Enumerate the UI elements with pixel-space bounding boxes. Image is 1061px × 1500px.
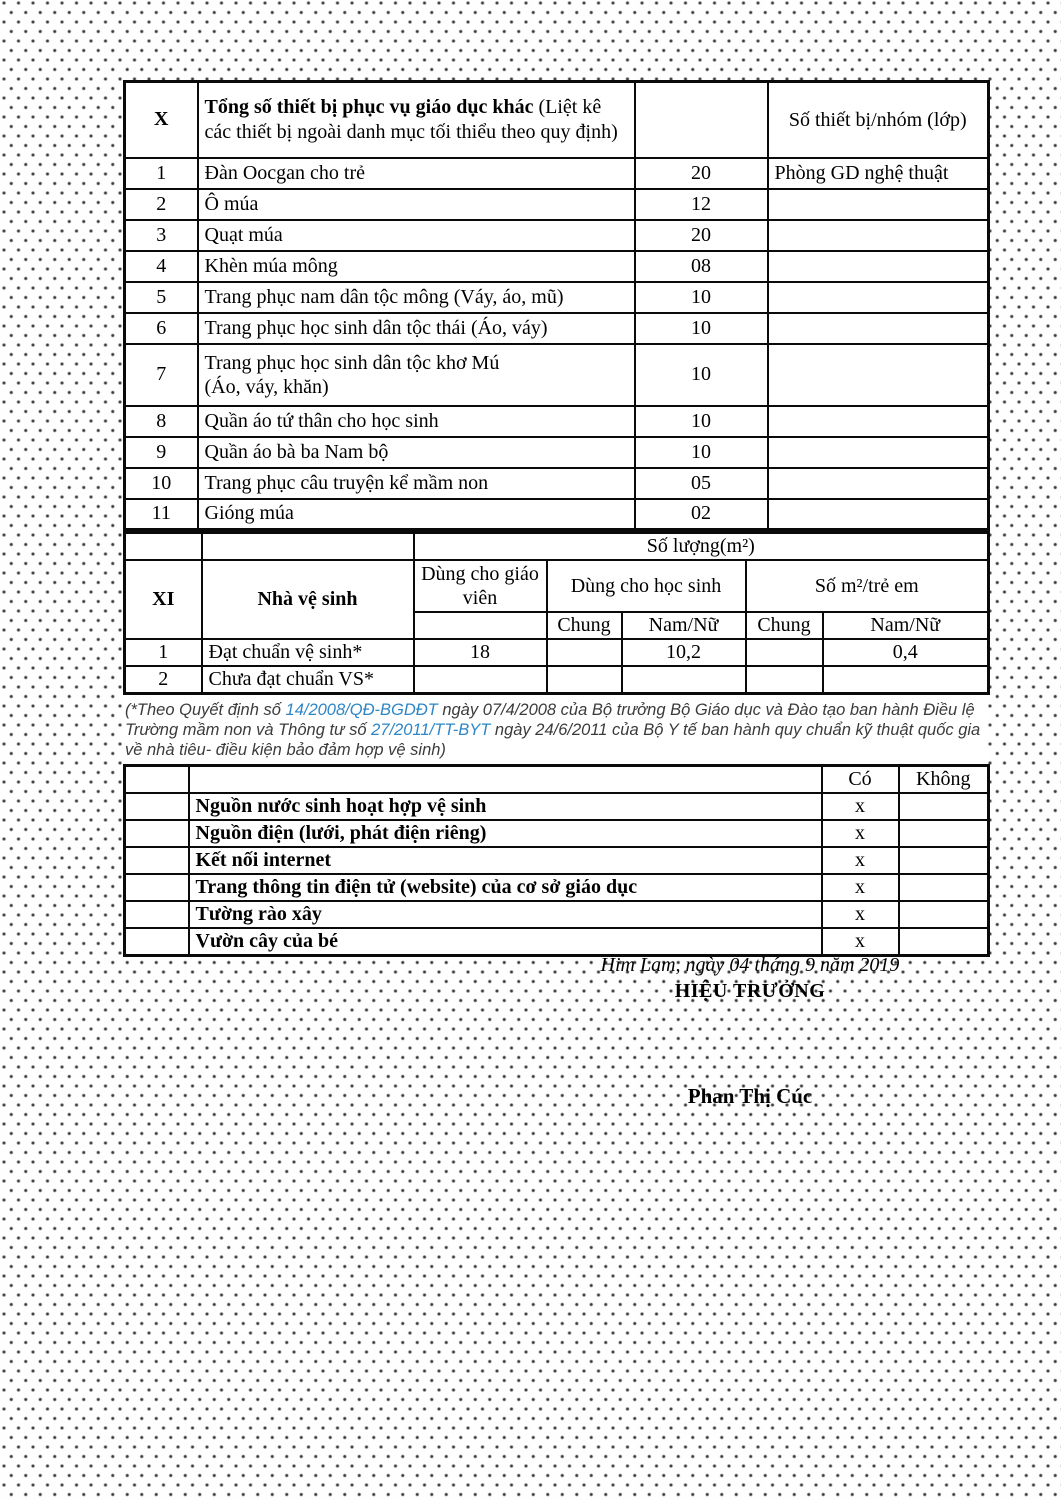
toilet-group-header-row bbox=[125, 560, 989, 612]
signer-title: HIỆU TRƯỞNG bbox=[674, 980, 826, 1002]
equipment-qty: 10 bbox=[635, 313, 768, 344]
table-row bbox=[125, 406, 989, 437]
equipment-qty: 10 bbox=[635, 437, 768, 468]
toilet-chung-hs-value bbox=[547, 639, 622, 666]
toilet-teacher-value bbox=[414, 666, 547, 694]
toilet-quantity-header-row bbox=[125, 533, 989, 561]
equipment-name bbox=[198, 437, 635, 468]
facility-name: Nguồn nước sinh hoạt hợp vệ sinh bbox=[189, 793, 822, 820]
equipment-name-text: Quần áo tứ thân cho học sinh bbox=[204, 409, 439, 432]
equipment-name-text: Khèn múa mông bbox=[204, 254, 338, 277]
facility-yes-mark: x bbox=[822, 793, 899, 820]
table-row bbox=[125, 313, 989, 344]
toilet-section-title: Nhà vệ sinh bbox=[202, 560, 414, 639]
equipment-no: 11 bbox=[125, 499, 198, 530]
document-sheet bbox=[123, 80, 987, 957]
equipment-name bbox=[198, 158, 635, 189]
toilet-section-no: XI bbox=[125, 560, 202, 639]
equipment-name-text: Trang phục học sinh dân tộc thái (Áo, váy) bbox=[204, 316, 548, 339]
table-row bbox=[125, 282, 989, 313]
equipment-no: 2 bbox=[125, 189, 198, 220]
facility-no bbox=[125, 820, 189, 847]
table-row bbox=[125, 251, 989, 282]
equipment-qty: 12 bbox=[635, 189, 768, 220]
facility-no bbox=[125, 901, 189, 928]
signature-block bbox=[520, 952, 980, 1109]
equipment-no: 7 bbox=[125, 344, 198, 406]
equipment-note bbox=[768, 313, 989, 344]
footnote-link-circular[interactable]: 27/2011/TT-BYT bbox=[371, 721, 491, 739]
facility-no bbox=[125, 793, 189, 820]
facility-yes-mark: x bbox=[822, 820, 899, 847]
facilities-header-empty-a bbox=[125, 766, 189, 794]
equipment-no: 6 bbox=[125, 313, 198, 344]
facilities-no-header: Không bbox=[899, 766, 989, 794]
toilet-per-child-header: Số m²/trẻ em bbox=[746, 560, 989, 612]
toilet-chung-tre-value bbox=[746, 666, 823, 694]
facility-name: Trang thông tin điện tử (website) của cơ sở giáo dục bbox=[189, 874, 822, 901]
toilet-name: Chưa đạt chuẩn VS* bbox=[202, 666, 414, 694]
facility-no-mark bbox=[899, 901, 989, 928]
equipment-name bbox=[198, 282, 635, 313]
toilet-no: 1 bbox=[125, 639, 202, 666]
equipment-name-text: Trang phục câu truyện kể mầm non bbox=[204, 471, 489, 494]
facility-name: Vườn cây của bé bbox=[189, 928, 822, 956]
equipment-header-title-bold: Tổng số thiết bị phục vụ giáo dục khác bbox=[204, 95, 534, 118]
facility-no-mark bbox=[899, 793, 989, 820]
toilet-namnu-tre-value bbox=[823, 666, 989, 694]
equipment-header-no: X bbox=[125, 82, 198, 158]
equipment-no: 1 bbox=[125, 158, 198, 189]
toilet-teacher-header: Dùng cho giáo viên bbox=[414, 560, 547, 612]
equipment-name bbox=[198, 499, 635, 530]
equipment-table bbox=[123, 80, 990, 531]
toilet-quantity-header: Số lượng(m²) bbox=[414, 533, 989, 561]
equipment-note bbox=[768, 282, 989, 313]
table-row bbox=[125, 499, 989, 530]
equipment-name-text: Quạt múa bbox=[204, 223, 283, 246]
facility-name: Tường rào xây bbox=[189, 901, 822, 928]
equipment-note bbox=[768, 437, 989, 468]
equipment-name-text: Đàn Oocgan cho trẻ bbox=[204, 161, 365, 184]
equipment-name-text: Trang phục học sinh dân tộc khơ Mú bbox=[204, 351, 500, 374]
equipment-no: 5 bbox=[125, 282, 198, 313]
equipment-note bbox=[768, 499, 989, 530]
toilet-corner-b bbox=[202, 533, 414, 561]
toilet-name: Đạt chuẩn vệ sinh* bbox=[202, 639, 414, 666]
toilet-sub-namnu-tre: Nam/Nữ bbox=[823, 612, 989, 639]
footnote-text-1: (*Theo Quyết định số bbox=[125, 701, 286, 719]
equipment-name bbox=[198, 189, 635, 220]
equipment-header-note: Số thiết bị/nhóm (lớp) bbox=[768, 82, 989, 158]
facility-name: Nguồn điện (lưới, phát điện riêng) bbox=[189, 820, 822, 847]
equipment-note bbox=[768, 220, 989, 251]
footnote-text-3: ngày 24/6/2011 của Bộ Y tế ban hành quy chuẩn kỹ thuật quốc gia về nhà tiêu- điều kiện bảo đảm hợp vệ sinh) bbox=[125, 721, 981, 759]
equipment-name-text: Gióng múa bbox=[204, 502, 294, 525]
facilities-header-row bbox=[125, 766, 989, 794]
facility-no bbox=[125, 847, 189, 874]
toilet-namnu-hs-value bbox=[622, 666, 746, 694]
facility-no-mark bbox=[899, 874, 989, 901]
facility-no-mark bbox=[899, 847, 989, 874]
equipment-qty: 10 bbox=[635, 344, 768, 406]
equipment-note bbox=[768, 406, 989, 437]
facility-yes-mark: x bbox=[822, 901, 899, 928]
facilities-table bbox=[123, 764, 990, 957]
facility-no-mark bbox=[899, 820, 989, 847]
equipment-note: Phòng GD nghệ thuật bbox=[768, 158, 989, 189]
equipment-name bbox=[198, 251, 635, 282]
equipment-no: 8 bbox=[125, 406, 198, 437]
facility-yes-mark: x bbox=[822, 847, 899, 874]
toilet-chung-hs-value bbox=[547, 666, 622, 694]
table-row bbox=[125, 220, 989, 251]
footnote bbox=[123, 695, 987, 764]
table-row bbox=[125, 901, 989, 928]
equipment-name bbox=[198, 313, 635, 344]
facilities-yes-header: Có bbox=[822, 766, 899, 794]
equipment-header-title-cell bbox=[198, 82, 635, 158]
equipment-no: 3 bbox=[125, 220, 198, 251]
equipment-name-text2: (Áo, váy, khăn) bbox=[204, 375, 329, 398]
toilet-table bbox=[123, 531, 990, 695]
toilet-sub-namnu-hs: Nam/Nữ bbox=[622, 612, 746, 639]
toilet-teacher-value: 18 bbox=[414, 639, 547, 666]
equipment-no: 10 bbox=[125, 468, 198, 499]
footnote-text-2: ngày 07/4/2008 của Bộ trưởng Bộ Giáo dục và Đào tạo ban hành Điều lệ Trường mầm non và Thông tư số bbox=[125, 701, 975, 739]
equipment-no: 9 bbox=[125, 437, 198, 468]
facility-yes-mark: x bbox=[822, 928, 899, 956]
toilet-teacher-sub-empty bbox=[414, 612, 547, 639]
table-row bbox=[125, 874, 989, 901]
equipment-name bbox=[198, 344, 635, 406]
equipment-note bbox=[768, 344, 989, 406]
toilet-namnu-tre-value: 0,4 bbox=[823, 639, 989, 666]
equipment-note bbox=[768, 189, 989, 220]
facility-no bbox=[125, 874, 189, 901]
equipment-note bbox=[768, 468, 989, 499]
table-row bbox=[125, 344, 989, 406]
equipment-name-text: Trang phục nam dân tộc mông (Váy, áo, mũ) bbox=[204, 285, 564, 308]
table-row bbox=[125, 820, 989, 847]
equipment-name bbox=[198, 406, 635, 437]
toilet-corner-a bbox=[125, 533, 202, 561]
equipment-name bbox=[198, 468, 635, 499]
equipment-name-text: Quần áo bà ba Nam bộ bbox=[204, 440, 389, 463]
toilet-sub-chung-hs: Chung bbox=[547, 612, 622, 639]
toilet-no: 2 bbox=[125, 666, 202, 694]
signature-date-line: Him Lam, ngày 04 tháng 9 năm 2019 bbox=[600, 954, 900, 976]
toilet-student-header: Dùng cho học sinh bbox=[547, 560, 746, 612]
equipment-note bbox=[768, 251, 989, 282]
equipment-qty: 20 bbox=[635, 220, 768, 251]
equipment-header-row bbox=[125, 82, 989, 158]
signer-name: Phan Thị Cúc bbox=[687, 1084, 813, 1108]
equipment-qty: 02 bbox=[635, 499, 768, 530]
table-row bbox=[125, 437, 989, 468]
facility-yes-mark: x bbox=[822, 874, 899, 901]
equipment-header-qty bbox=[635, 82, 768, 158]
table-row bbox=[125, 847, 989, 874]
equipment-name bbox=[198, 220, 635, 251]
equipment-qty: 10 bbox=[635, 406, 768, 437]
toilet-namnu-hs-value: 10,2 bbox=[622, 639, 746, 666]
equipment-qty: 05 bbox=[635, 468, 768, 499]
table-row bbox=[125, 158, 989, 189]
footnote-link-decision[interactable]: 14/2008/QĐ-BGDĐT bbox=[285, 701, 438, 719]
equipment-name-text: Ô múa bbox=[204, 192, 259, 215]
equipment-qty: 10 bbox=[635, 282, 768, 313]
toilet-chung-tre-value bbox=[746, 639, 823, 666]
facility-name: Kết nối internet bbox=[189, 847, 822, 874]
table-row bbox=[125, 639, 989, 666]
table-row bbox=[125, 666, 989, 694]
toilet-sub-chung-tre: Chung bbox=[746, 612, 823, 639]
facilities-header-empty-b bbox=[189, 766, 822, 794]
equipment-qty: 08 bbox=[635, 251, 768, 282]
equipment-no: 4 bbox=[125, 251, 198, 282]
table-row bbox=[125, 468, 989, 499]
table-row bbox=[125, 793, 989, 820]
facility-no bbox=[125, 928, 189, 956]
table-row bbox=[125, 189, 989, 220]
equipment-header-title-tail: (Liệt kê các thiết bị ngoài danh mục tối thiểu theo quy định) bbox=[204, 95, 618, 143]
equipment-qty: 20 bbox=[635, 158, 768, 189]
